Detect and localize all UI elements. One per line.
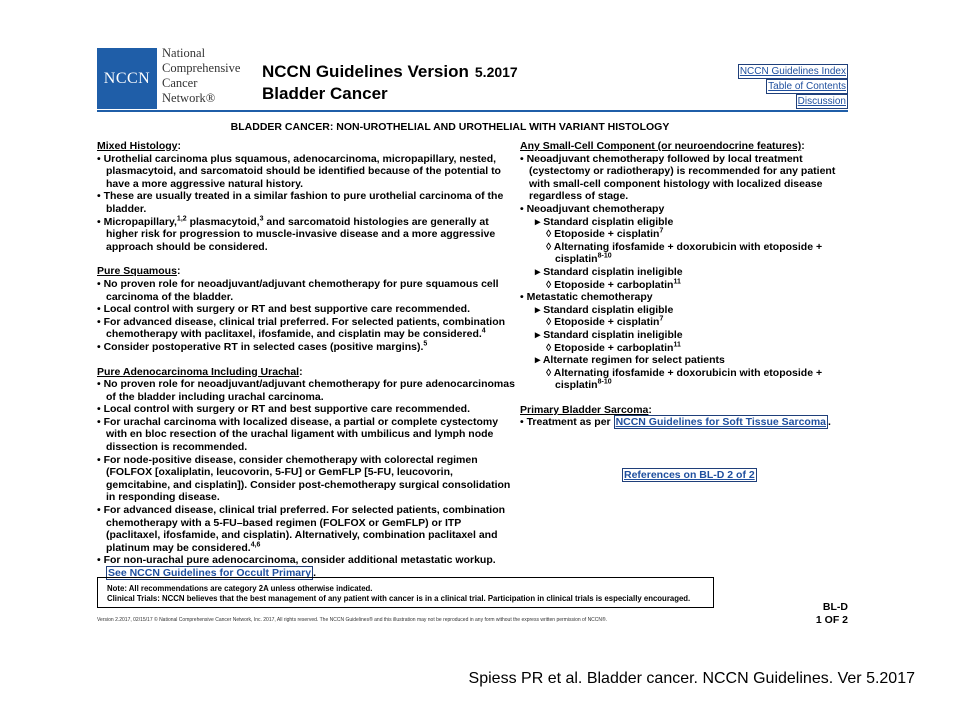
logo-abbr: NCCN (103, 69, 151, 87)
bladder-sarcoma-heading: Primary Bladder Sarcoma: (520, 403, 652, 416)
logo-line: Cancer (162, 76, 198, 90)
list-item: • For node-positive disease, consider chemotherapy with colorectal regimen (FOLFOX [oxaliplatin, leucovorin, 5-FU] or GemFLP [5-FU, leucovorin, gemcitabine, and cisplatin]). Consider post-chemotherapy surgical consolidation in responding disease. (97, 453, 511, 504)
list-item: • Neoadjuvant chemotherapy (520, 202, 665, 215)
sub-item: ▸ Standard cisplatin ineligible (535, 328, 683, 341)
discussion-link[interactable]: Discussion (797, 96, 846, 107)
list-item: • For urachal carcinoma with localized disease, a partial or complete cystectomy with en bloc resection of the urachal ligament with umbilicus and lymph node dissection is recommended. (97, 415, 499, 454)
triangle-bullet-icon: ▸ (535, 265, 541, 278)
nccn-logo (97, 48, 157, 109)
diamond-bullet-icon: ◊ (546, 278, 552, 291)
page-number: 1 OF 2 (815, 613, 848, 626)
list-item: • For non-urachal pure adenocarcinoma, consider additional metastatic workup. See NCCN Guidelines for Occult Primary . (97, 554, 496, 579)
logo-line: National (162, 46, 206, 60)
title-prefix: NCCN Guidelines Version (262, 62, 469, 81)
guideline-title (262, 62, 518, 82)
copyright-footer: Version 2.2017, 02/15/17 © National Comprehensive Cancer Network, Inc. 2017, All rights reserved. The NCCN Guidelines® and this illustration may not be reproduced in any form without the express written permission of NCCN®. (97, 617, 608, 623)
triangle-bullet-icon: ▸ (535, 303, 541, 316)
version-number: 5.2017 (474, 64, 518, 80)
table-of-contents-link[interactable]: Table of Contents (768, 81, 846, 92)
references-link[interactable]: References on BL-D 2 of 2 (624, 469, 755, 481)
soft-tissue-sarcoma-link[interactable]: NCCN Guidelines for Soft Tissue Sarcoma (615, 416, 826, 429)
list-item: • Local control with surgery or RT and best supportive care recommended. (97, 303, 471, 316)
logo-line: Network® (162, 91, 216, 105)
list-item: • Local control with surgery or RT and best supportive care recommended. (97, 403, 471, 416)
diamond-bullet-icon: ◊ (546, 366, 552, 379)
note-line: Clinical Trials: NCCN believes that the best management of any patient with cancer is in a clinical trial. Participation in clinical trials is especially encouraged. (107, 594, 691, 603)
citation: Spiess PR et al. Bladder cancer. NCCN Guidelines. Ver 5.2017 (468, 670, 915, 687)
page-code (816, 601, 848, 626)
list-item: • Treatment as per NCCN Guidelines for Soft Tissue Sarcoma . (520, 416, 831, 429)
triangle-bullet-icon: ▸ (535, 328, 541, 341)
note-box (97, 577, 714, 608)
list-item: • For advanced disease, clinical trial preferred. For selected patients, combination chemotherapy with paclitaxel, ifosfamide, and cisplatin may be considered.$^4$ (97, 315, 506, 341)
diamond-bullet-icon: ◊ (546, 316, 552, 329)
small-cell-heading: Any Small-Cell Component (or neuroendocrine features): (520, 140, 805, 152)
sub-item: ▸ Alternate regimen for select patients (535, 354, 725, 367)
sub-sub-item: ◊ Etoposide + carboplatin$^{11}$ (546, 341, 681, 354)
occult-primary-link[interactable]: See NCCN Guidelines for Occult Primary (108, 567, 312, 579)
guidelines-index-link[interactable]: NCCN Guidelines Index (739, 66, 846, 77)
list-item: • Metastatic chemotherapy (520, 291, 653, 304)
references-link-wrap (622, 469, 757, 481)
sub-sub-item: ◊ Alternating ifosfamide + doxorubicin with etoposide + cisplatin$^{8-10}$ (546, 366, 823, 392)
mixed-histology-heading: Mixed Histology: (97, 140, 182, 152)
logo-wordmark (162, 46, 240, 106)
left-column (97, 140, 517, 580)
sub-item: ▸ Standard cisplatin eligible (535, 303, 674, 316)
list-item: • Consider postoperative RT in selected cases (positive margins).$^5$ (97, 340, 428, 353)
logo-line: Comprehensive (162, 61, 241, 75)
triangle-bullet-icon: ▸ (535, 354, 541, 367)
list-item: • No proven role for neoadjuvant/adjuvant chemotherapy for pure squamous cell carcinoma of the bladder. (97, 277, 499, 303)
diamond-bullet-icon: ◊ (546, 240, 552, 253)
guideline-subtitle: Bladder Cancer (262, 84, 388, 103)
header-divider (97, 110, 848, 112)
sub-item: ▸ Standard cisplatin ineligible (535, 265, 683, 278)
diamond-bullet-icon: ◊ (546, 341, 552, 354)
section-title: BLADDER CANCER: NON-UROTHELIAL AND UROTHELIAL WITH VARIANT HISTOLOGY (230, 121, 670, 133)
list-item: • Neoadjuvant chemotherapy followed by local treatment (cystectomy or radiotherapy) is recommended for any patient with small-cell component histology with localized disease regardless of stage. (520, 152, 836, 203)
right-column (520, 140, 855, 429)
list-item: • For advanced disease, clinical trial preferred. For selected patients, combination chemotherapy with a 5-FU–based regimen (FOLFOX or GemFLP) or ITP (paclitaxel, ifosfamide, and cisplatin). Alternatively, combination paclitaxel and platinum may be considered.$^{4,6}$ (97, 504, 506, 554)
list-item: • Micropapillary,$^{1,2}$ plasmacytoid,$^3$ and sarcomatoid histologies are generally at higher risk for progression to muscle-invasive disease and a more aggressive approach should be considered. (97, 215, 496, 253)
pure-adenocarcinoma-heading: Pure Adenocarcinoma Including Urachal: (97, 365, 303, 378)
list-item: • Urothelial carcinoma plus squamous, adenocarcinoma, micropapillary, nested, plasmacytoid, and sarcomatoid should be identified because of the potential to have a more aggressive natural history. (97, 152, 501, 190)
note-line: Note: All recommendations are category 2A unless otherwise indicated. (107, 584, 373, 593)
pure-squamous-heading: Pure Squamous: (97, 265, 181, 278)
sub-sub-item: ◊ Alternating ifosfamide + doxorubicin with etoposide + cisplatin$^{8-10}$ (546, 240, 823, 266)
list-item: • These are usually treated in a similar fashion to pure urothelial carcinoma of the bladder. (97, 190, 504, 215)
page-code-id: BL-D (822, 601, 848, 613)
diamond-bullet-icon: ◊ (546, 228, 552, 241)
sub-sub-item: ◊ Etoposide + cisplatin$^7$ (546, 227, 664, 241)
list-item: • No proven role for neoadjuvant/adjuvant chemotherapy for pure adenocarcinomas of the bladder including urachal carcinoma. (97, 378, 515, 403)
sub-sub-item: ◊ Etoposide + cisplatin$^7$ (546, 315, 664, 329)
sub-sub-item: ◊ Etoposide + carboplatin$^{11}$ (546, 278, 681, 291)
triangle-bullet-icon: ▸ (535, 215, 541, 228)
sub-item: ▸ Standard cisplatin eligible (535, 215, 674, 228)
nav-links (738, 64, 848, 109)
